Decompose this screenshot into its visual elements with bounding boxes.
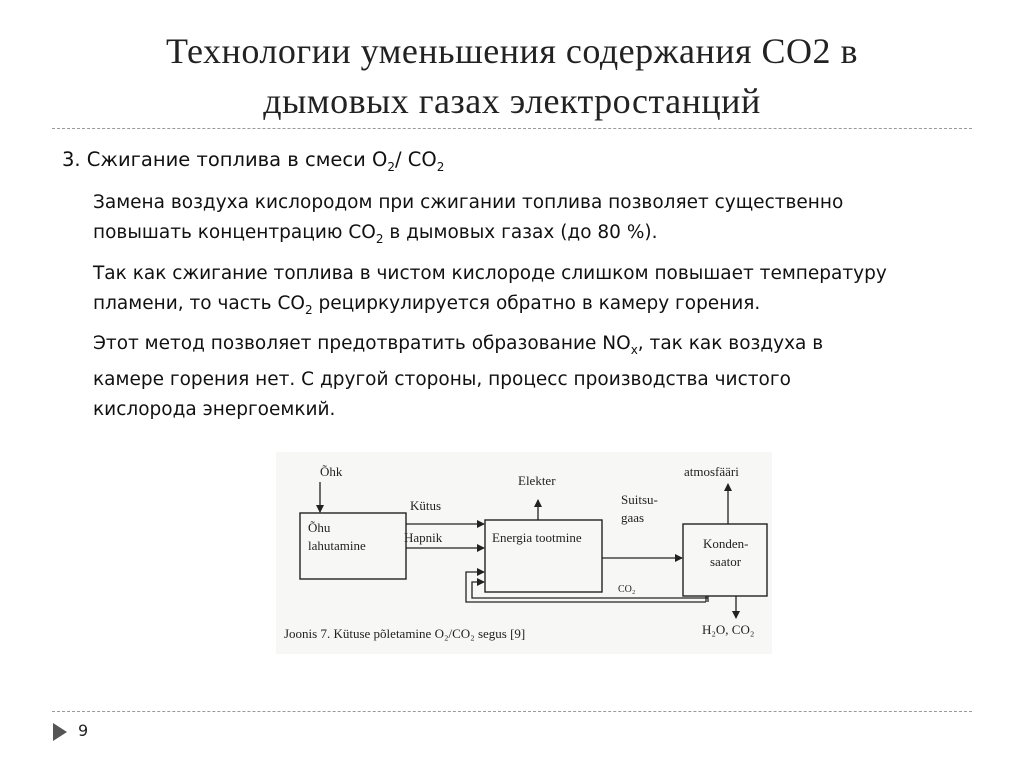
label-h2o-co2: H₂O, CO₂ (702, 622, 755, 637)
process-diagram (276, 452, 772, 654)
bottom-separator (52, 711, 972, 712)
top-separator (52, 128, 972, 129)
label-hapnik: Hapnik (404, 530, 443, 545)
label-saator: saator (710, 554, 742, 569)
label-kutus: Kütus (410, 498, 442, 513)
label-elekter: Elekter (518, 473, 556, 488)
label-energia: Energia tootmine (492, 530, 582, 545)
label-konden: Konden- (703, 536, 749, 551)
paragraph-2: Так как сжигание топлива в чистом кислороде слишком повышает температуру пламени, то часть $CO_2$ рециркулируется обратно в камеру горения. (93, 263, 887, 317)
section-heading: 3. Сжигание топлива в смеси $O_2/$ $CO_2$ (62, 148, 445, 174)
label-lahutamine: lahutamine (308, 538, 366, 553)
label-ohk: Õhk (320, 464, 343, 479)
label-atmosfaari: atmosfääri (684, 464, 739, 479)
label-ohu: Õhu (308, 520, 331, 535)
label-suitsu: Suitsu- (621, 492, 658, 507)
label-gaas: gaas (621, 510, 645, 525)
triangle-bullet-icon (50, 721, 70, 743)
paragraph-3: Этот метод позволяет предотвратить образование $NO_x$, так как воздуха в камере горения нет. С другой стороны, процесс производства чистого кислорода энергоемкий. (93, 333, 824, 420)
process-diagram-svg (276, 452, 772, 654)
diagram-caption: Joonis 7. Kütuse põletamine O₂/CO₂ segus [9] (284, 626, 526, 641)
label-co2-recycle: CO₂ (618, 584, 636, 595)
page-number: 9 (78, 721, 89, 740)
title-line-1: Технологии уменьшения содержания CO2 в (165, 31, 859, 71)
paragraph-1: Замена воздуха кислородом при сжигании топлива позволяет существенно повышать концентрацию $CO_2$ в дымовых газах (до 80 %). (93, 192, 844, 246)
slide-title (0, 26, 1024, 126)
title-line-2: дымовых газах электростанций (263, 81, 761, 121)
